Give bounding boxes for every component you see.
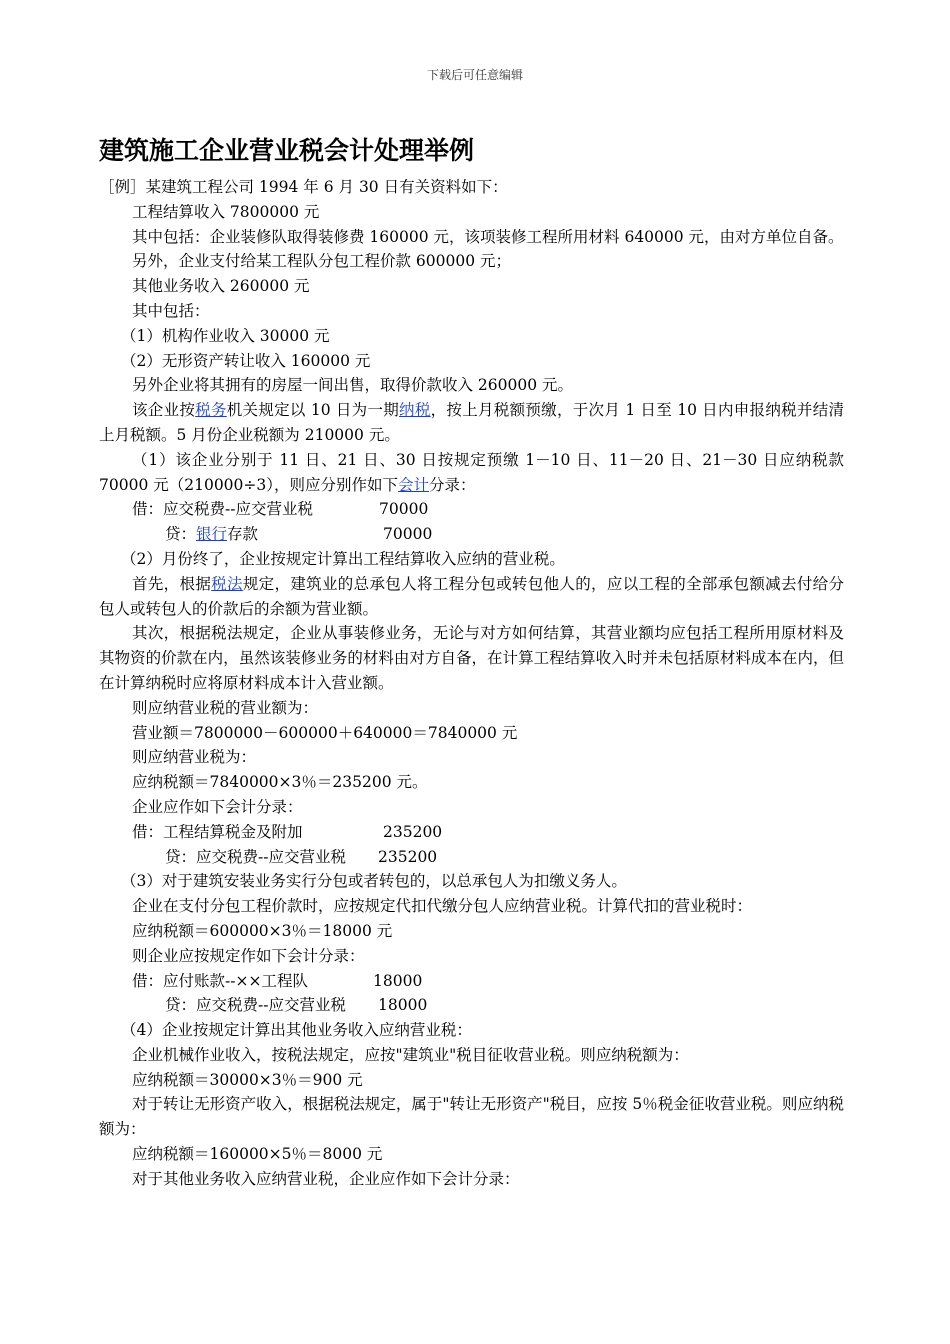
document-title: 建筑施工企业营业税会计处理举例 (99, 136, 475, 165)
link-tax-payment[interactable]: 纳税 (399, 401, 431, 420)
journal-entry-1-debit: 借：应交税费--应交营业税 70000 (132, 500, 429, 519)
journal-entry-2-credit: 贷：应交税费--应交营业税 235200 (165, 847, 438, 866)
paragraph-first: 首先，根据税法规定，建筑业的总承包人将工程分包或转包他人的，应以工程的全部承包额减去付给分包人或转包人的价款后的余额为营业额。 (99, 574, 844, 618)
link-tax-authority[interactable]: 税务 (195, 401, 227, 420)
paragraph: 企业应作如下会计分录： (132, 797, 303, 816)
paragraph: 另外企业将其拥有的房屋一间出售，取得价款收入 260000 元。 (132, 376, 574, 395)
paragraph: 企业机械作业收入，按税法规定，应按"建筑业"税目征收营业税。则应纳税额为： (132, 1045, 689, 1064)
link-bank[interactable]: 银行 (196, 525, 228, 544)
paragraph: （2）无形资产转让收入 160000 元 (121, 351, 371, 370)
paragraph-tax-period: 该企业按税务机关规定以 10 日为一期纳税，按上月税额预缴，于次月 1 日至 10 日内申报纳税并结清上月税额。5 月份企业税额为 210000 元。 (99, 401, 844, 444)
page-header: 下载后可任意编辑 (426, 68, 523, 82)
paragraph: 其中包括：企业装修队取得装修费 160000 元，该项装修工程所用材料 640000 元，由对方单位自备。 (132, 227, 844, 246)
journal-entry-1-credit: 贷：银行存款 70000 (165, 525, 433, 544)
paragraph-month-end: （2）月份终了，企业按规定计算出工程结算收入应纳的营业税。 (121, 549, 565, 568)
document-body (99, 175, 844, 1192)
link-accounting[interactable]: 会计 (398, 475, 430, 494)
paragraph-group-4 (99, 1018, 844, 1192)
paragraph: 对于转让无形资产收入，根据税法规定，属于"转让无形资产"税目，应按 5％税金征收营业税。则应纳税额为： (99, 1095, 844, 1139)
link-tax-law[interactable]: 税法 (211, 574, 243, 593)
paragraph: 其次，根据税法规定，企业从事装修业务，无论与对方如何结算，其营业额均应包括工程所用原材料及其物资的价款在内，虽然该装修业务的材料由对方自备，在计算工程结算收入时并未包括原材料成本在内，但在计算纳税时应将原材料成本计入营业额。 (99, 624, 844, 692)
paragraph: 营业额＝7800000－600000＋640000＝7840000 元 (132, 723, 518, 742)
paragraph: 则应纳营业税为： (132, 748, 257, 767)
journal-entry-3-credit: 贷：应交税费--应交营业税 18000 (165, 996, 428, 1015)
paragraph: 应纳税额＝160000×5％＝8000 元 (132, 1145, 383, 1164)
paragraph: 应纳税额＝7840000×3％＝235200 元。 (132, 773, 428, 792)
paragraph: （4）企业按规定计算出其他业务收入应纳营业税： (121, 1021, 472, 1040)
paragraph: 应纳税额＝600000×3％＝18000 元 (132, 921, 393, 940)
paragraph: 则应纳营业税的营业额为： (132, 698, 319, 717)
paragraph: 对于其他业务收入应纳营业税，企业应作如下会计分录： (132, 1169, 520, 1188)
paragraph: （3）对于建筑安装业务实行分包或者转包的，以总承包人为扣缴义务人。 (121, 872, 627, 891)
paragraph: 则企业应按规定作如下会计分录： (132, 946, 365, 965)
paragraph: 应纳税额＝30000×3％＝900 元 (132, 1070, 363, 1089)
journal-entry-2-debit: 借：工程结算税金及附加 235200 (132, 822, 443, 841)
paragraph: （1）机构作业收入 30000 元 (121, 326, 330, 345)
paragraph: 另外，企业支付给某工程队分包工程价款 600000 元； (132, 252, 512, 271)
paragraph-group-1 (99, 175, 844, 398)
paragraph: 其中包括： (132, 301, 210, 320)
paragraph: 工程结算收入 7800000 元 (132, 202, 320, 221)
journal-entry-3-debit: 借：应付账款--××工程队 18000 (132, 971, 423, 990)
paragraph: ［例］某建筑工程公司 1994 年 6 月 30 日有关资料如下： (99, 178, 508, 196)
paragraph-group-3 (99, 869, 844, 968)
paragraph: 企业在支付分包工程价款时，应按规定代扣代缴分包人应纳营业税。计算代扣的营业税时： (132, 897, 753, 916)
paragraph-prepay: （1）该企业分别于 11 日、21 日、30 日按规定预缴 1－10 日、11－20 日、21－30 日应纳税款 70000 元（210000÷3），则应分别作如下会计分录： (99, 450, 844, 494)
paragraph: 其他业务收入 260000 元 (132, 277, 310, 296)
paragraph-group-2 (99, 621, 844, 819)
